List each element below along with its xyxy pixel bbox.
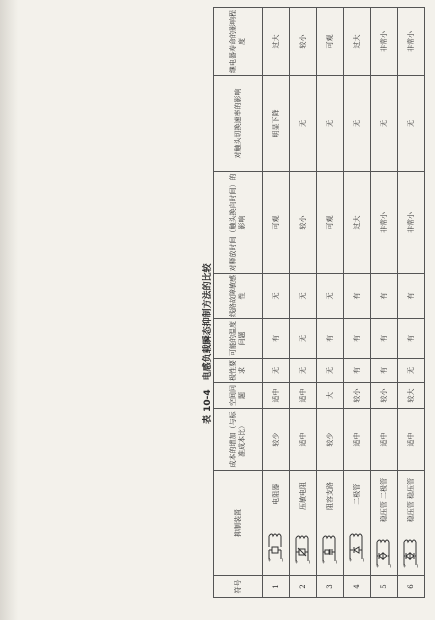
row-number: 5 — [371, 576, 398, 598]
release-time-cell: 过大 — [344, 172, 371, 274]
fault-cell: 有 — [371, 274, 398, 319]
device-cell — [317, 471, 344, 576]
table-row — [344, 8, 371, 598]
life-cell: 非常小 — [398, 8, 425, 76]
fault-cell: 无 — [290, 274, 317, 319]
cost-cell: 适中 — [371, 409, 398, 471]
comparison-table — [213, 7, 425, 598]
header-cell: 可能的温度问题 — [214, 319, 263, 359]
release-time-cell: 可观 — [263, 172, 290, 274]
temp-cell: 有 — [398, 319, 425, 359]
fault-cell: 有 — [344, 274, 371, 319]
release-time-cell: 非常小 — [371, 172, 398, 274]
svg-text:+: + — [320, 559, 327, 564]
header-cell: 抑制装置 — [214, 471, 263, 576]
svg-text:−: − — [279, 558, 286, 563]
device-label: 稳压管 二极管 — [379, 477, 388, 523]
device-label: 阻容支路 — [325, 482, 334, 510]
device-label: 压敏电阻 — [298, 482, 307, 510]
polarity-cell: 有 — [344, 359, 371, 383]
switching-cell: 无 — [371, 76, 398, 172]
life-cell: 过大 — [344, 8, 371, 76]
header-cell: 成本的增加（与标准成本比） — [214, 409, 263, 471]
release-time-cell: 较小 — [290, 172, 317, 274]
space-cell: 大 — [317, 383, 344, 409]
header-cell: 极性要求 — [214, 359, 263, 383]
polarity-cell: 有 — [371, 359, 398, 383]
cost-cell: 适中 — [344, 409, 371, 471]
fault-cell: 有 — [398, 274, 425, 319]
diode-icon — [346, 528, 369, 562]
cost-cell: 较少 — [317, 409, 344, 471]
polarity-cell: 无 — [263, 359, 290, 383]
life-cell: 非常小 — [371, 8, 398, 76]
svg-text:+: + — [347, 558, 354, 563]
svg-text:+: + — [293, 559, 300, 564]
header-cell: 继电器寿命的影响程度 — [214, 8, 263, 76]
space-cell: 适中 — [263, 383, 290, 409]
table-caption: 表 10-4 电感负载瞬态抑制方法的比较 — [203, 263, 213, 424]
device-cell — [290, 471, 317, 576]
life-cell: 较小 — [290, 8, 317, 76]
device-cell — [371, 471, 398, 576]
space-cell: 较小 — [344, 383, 371, 409]
svg-text:+: + — [266, 558, 273, 563]
zener-diode-icon — [373, 534, 396, 568]
temp-cell: 有 — [344, 319, 371, 359]
device-cell — [263, 471, 290, 576]
switching-cell: 无 — [290, 76, 317, 172]
switching-cell: 明显下降 — [263, 76, 290, 172]
dual-zener-icon — [400, 534, 423, 568]
temp-cell: 有 — [371, 319, 398, 359]
svg-text:−: − — [333, 559, 340, 564]
device-cell — [344, 471, 371, 576]
space-cell: 适中 — [290, 383, 317, 409]
cost-cell: 适中 — [398, 409, 425, 471]
row-number: 6 — [398, 576, 425, 598]
row-number: 3 — [317, 576, 344, 598]
header-cell: 对释放时间（触头换向时间）的影响 — [214, 172, 263, 274]
switching-cell: 无 — [317, 76, 344, 172]
header-row — [214, 8, 263, 598]
table-row — [371, 8, 398, 598]
device-cell — [398, 471, 425, 576]
row-number: 2 — [290, 576, 317, 598]
switching-cell: 无 — [344, 76, 371, 172]
switching-cell: 无 — [398, 76, 425, 172]
cost-cell: 较少 — [263, 409, 290, 471]
release-time-cell: 可观 — [317, 172, 344, 274]
rc-branch-icon — [319, 530, 342, 564]
polarity-cell: 无 — [290, 359, 317, 383]
temp-cell: 有 — [317, 319, 344, 359]
row-number: 4 — [344, 576, 371, 598]
space-cell: 较小 — [371, 383, 398, 409]
life-cell: 可观 — [317, 8, 344, 76]
header-cell: 符号 — [214, 576, 263, 598]
varistor-icon — [292, 530, 315, 564]
fault-cell: 无 — [263, 274, 290, 319]
temp-cell: 有 — [263, 319, 290, 359]
cost-cell: 适中 — [290, 409, 317, 471]
svg-text:−: − — [387, 563, 394, 569]
svg-text:+: + — [374, 563, 381, 569]
fault-cell: 无 — [317, 274, 344, 319]
polarity-cell: 无 — [398, 359, 425, 383]
space-cell: 较大 — [398, 383, 425, 409]
polarity-cell: 无 — [317, 359, 344, 383]
row-number: 1 — [263, 576, 290, 598]
svg-text:−: − — [414, 563, 421, 569]
device-label: 电阻器 — [271, 483, 280, 505]
temp-cell: 无 — [290, 319, 317, 359]
resistor-icon — [265, 528, 288, 562]
table-row — [317, 8, 344, 598]
header-cell: 空间问题 — [214, 383, 263, 409]
header-cell: 线路故障敏感性 — [214, 274, 263, 319]
svg-text:+: + — [401, 563, 408, 569]
table-row — [290, 8, 317, 598]
device-label: 稳压管 稳压管 — [406, 477, 415, 523]
svg-text:−: − — [306, 559, 313, 564]
table-row — [263, 8, 290, 598]
release-time-cell: 非常小 — [398, 172, 425, 274]
device-label: 二极管 — [352, 483, 361, 505]
svg-text:−: − — [360, 558, 367, 563]
table-row — [398, 8, 425, 598]
header-cell: 对触头切换速率的影响 — [214, 76, 263, 172]
life-cell: 过大 — [263, 8, 290, 76]
